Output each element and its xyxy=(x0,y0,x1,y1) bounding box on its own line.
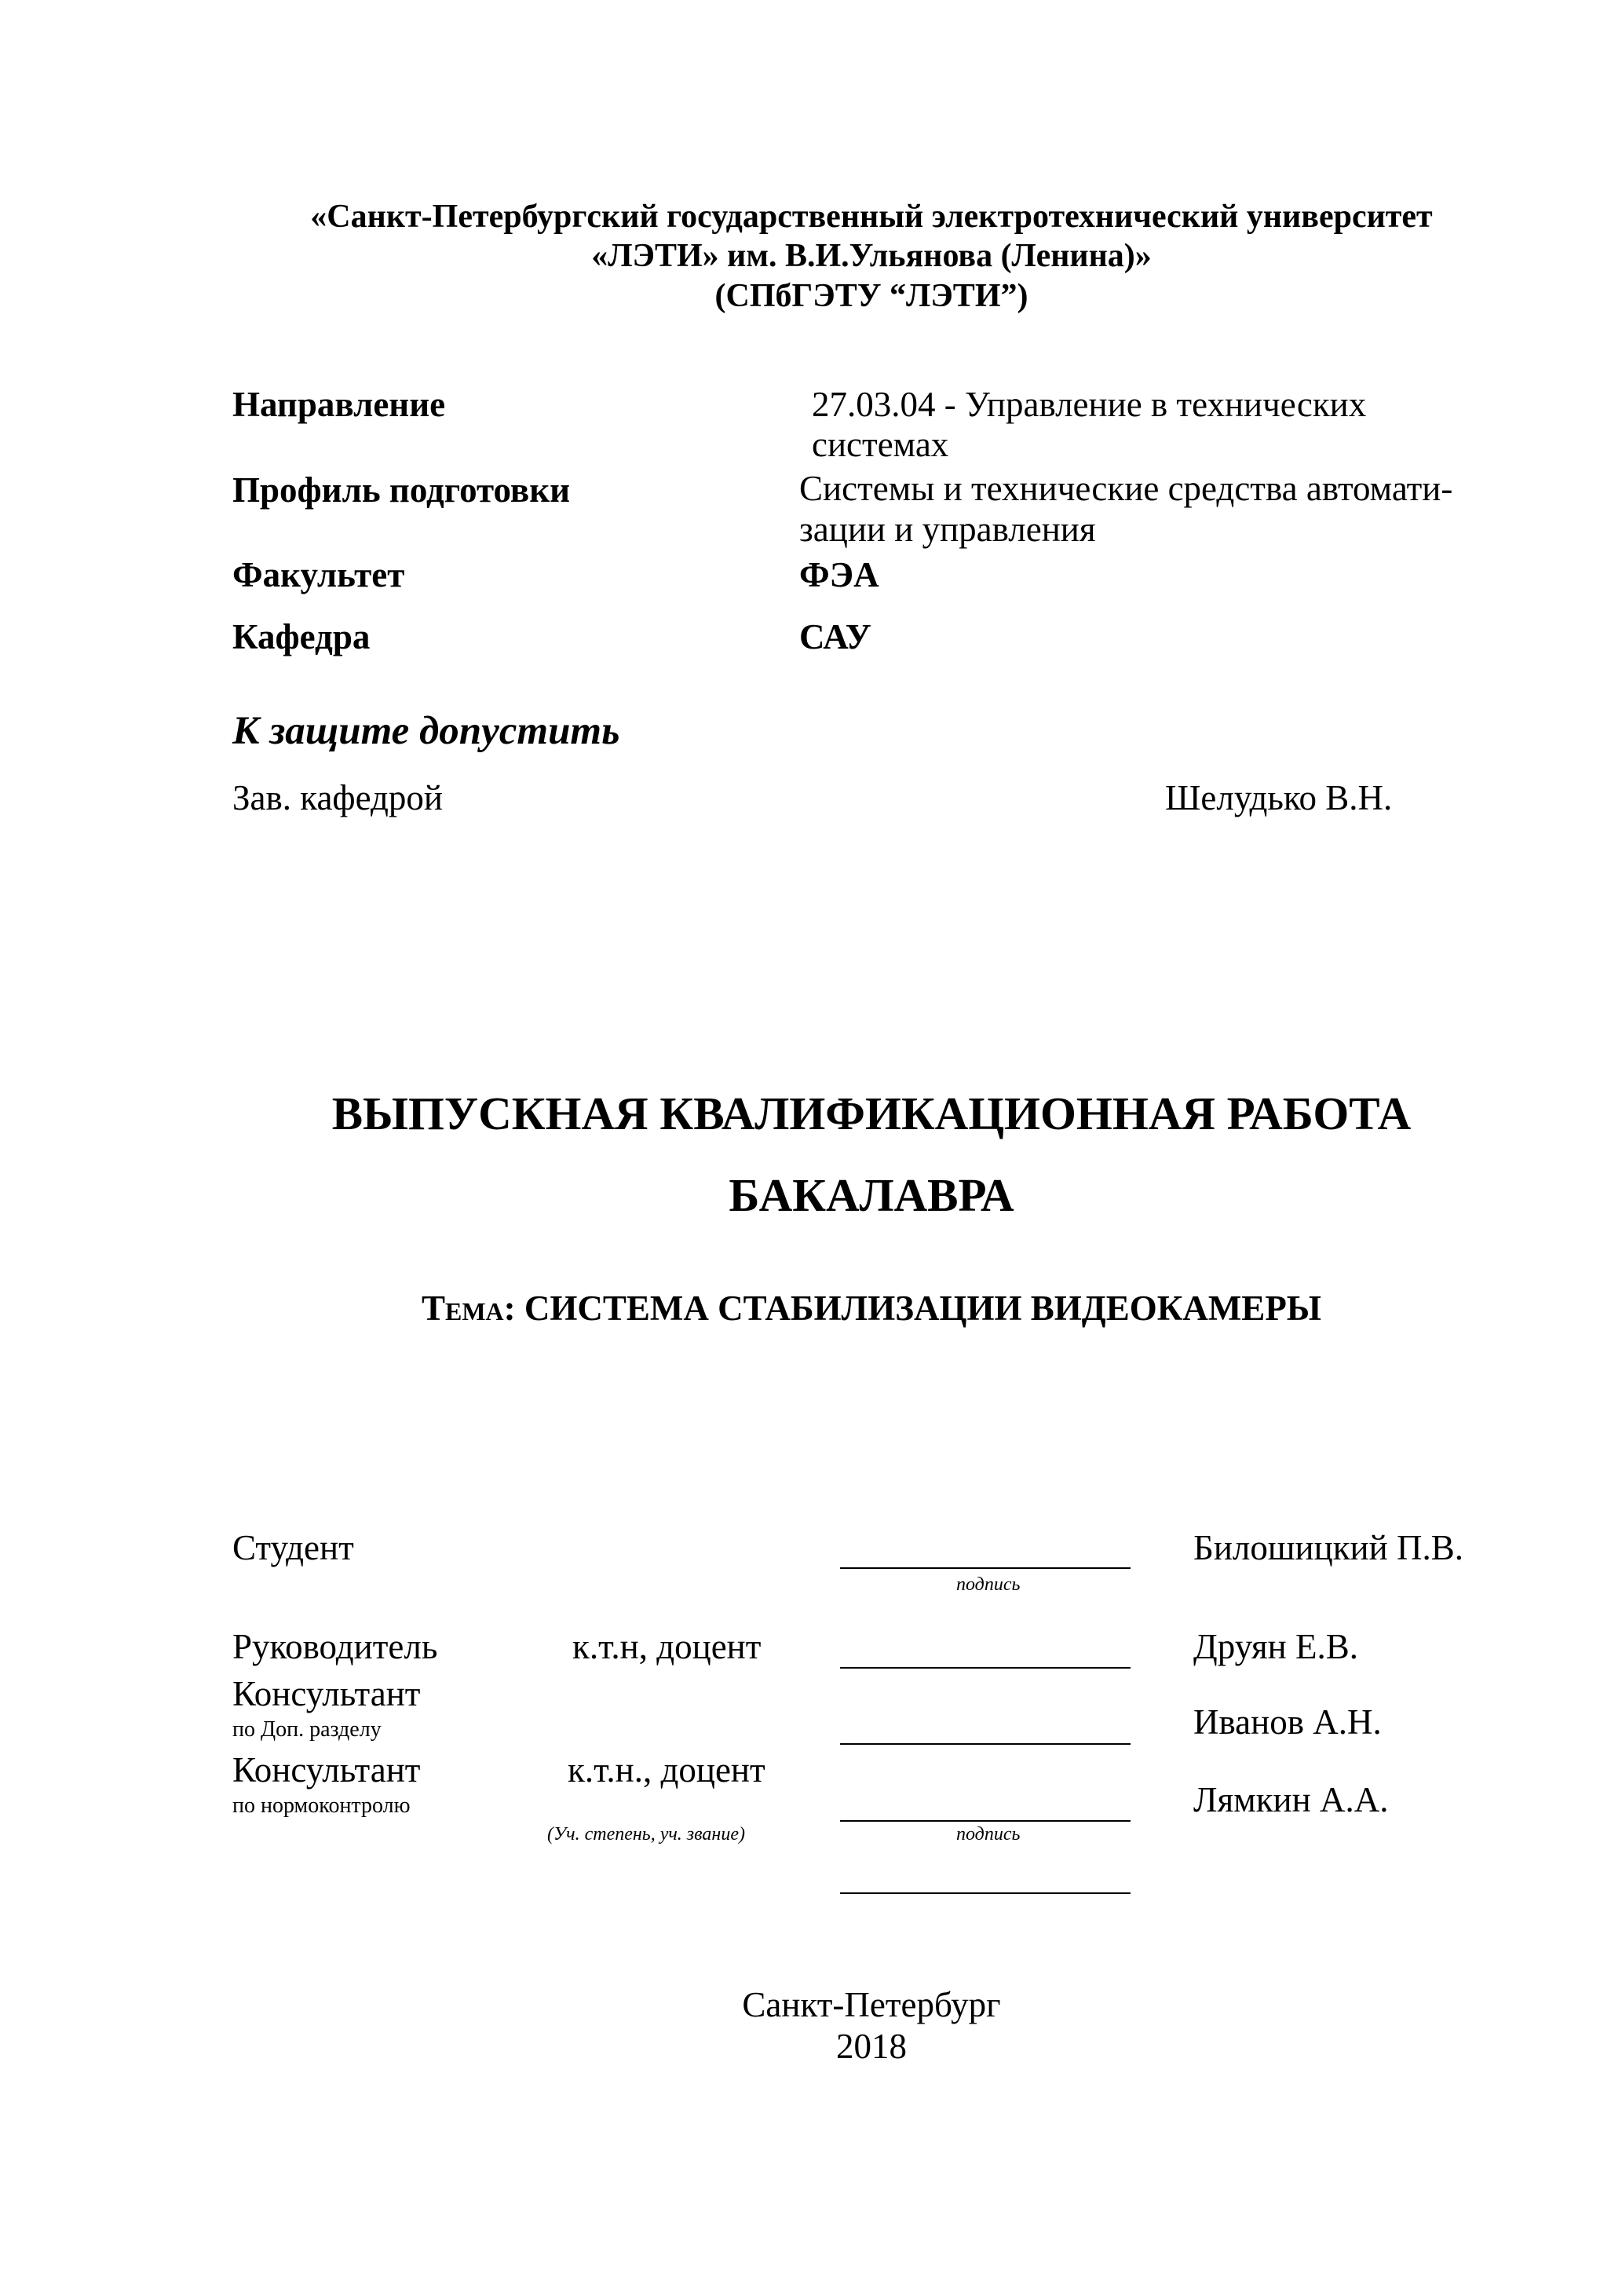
university-name-line1: «Санкт-Петербургский государственный электротехнический университет xyxy=(310,199,1433,235)
consultant2-role: Консультант xyxy=(232,1750,421,1790)
direction-value-line2: системах xyxy=(812,425,949,464)
direction-value-line1: 27.03.04 - Управление в технических xyxy=(812,385,1367,424)
supervisor-degree: к.т.н, доцент xyxy=(572,1627,762,1666)
year: 2018 xyxy=(836,2027,907,2066)
theme-label: Тема: xyxy=(422,1289,516,1328)
university-name-line2: «ЛЭТИ» им. В.И.Ульянова (Ленина)» xyxy=(591,238,1152,274)
consultant1-role: Консультант xyxy=(232,1674,421,1713)
work-title-line2: БАКАЛАВРА xyxy=(729,1169,1014,1221)
admission-heading: К защите допустить xyxy=(232,709,620,753)
consultant1-signature-line xyxy=(840,1743,1131,1745)
consultant2-signature-line xyxy=(840,1820,1131,1822)
supervisor-name: Друян Е.В. xyxy=(1193,1627,1359,1666)
profile-value-line1: Системы и технические средства автомати- xyxy=(799,469,1453,508)
student-signature-line xyxy=(840,1567,1131,1569)
student-name: Билошицкий П.В. xyxy=(1193,1528,1463,1567)
work-title-line1: ВЫПУСКНАЯ КВАЛИФИКАЦИОННАЯ РАБОТА xyxy=(331,1088,1412,1139)
consultant2-name: Лямкин А.А. xyxy=(1193,1780,1389,1819)
head-of-department-role: Зав. кафедрой xyxy=(232,778,443,817)
signature-caption: подпись xyxy=(956,1574,1021,1595)
supervisor-role: Руководитель xyxy=(232,1627,438,1666)
consultant2-degree: к.т.н., доцент xyxy=(568,1750,765,1790)
consultant1-subrole: по Доп. разделу xyxy=(232,1717,382,1742)
direction-label: Направление xyxy=(232,385,446,424)
signature-caption-2: подпись xyxy=(956,1824,1021,1844)
extra-signature-line xyxy=(840,1892,1131,1894)
consultant1-name: Иванов А.Н. xyxy=(1193,1702,1382,1742)
city: Санкт-Петербург xyxy=(742,1985,1001,2024)
department-label: Кафедра xyxy=(232,617,371,656)
consultant2-subrole: по нормоконтролю xyxy=(232,1793,411,1818)
theme-value: СИСТЕМА СТАБИЛИЗАЦИИ ВИДЕОКАМЕРЫ xyxy=(524,1289,1321,1328)
profile-label: Профиль подготовки xyxy=(232,470,571,510)
work-theme xyxy=(0,1288,1622,1329)
university-abbreviation: (СПбГЭТУ “ЛЭТИ”) xyxy=(714,278,1028,314)
student-role: Студент xyxy=(232,1528,354,1567)
department-value: САУ xyxy=(799,617,871,656)
supervisor-signature-line xyxy=(840,1667,1131,1669)
faculty-value: ФЭА xyxy=(799,555,879,594)
faculty-label: Факультет xyxy=(232,555,405,594)
head-of-department-name: Шелудько В.Н. xyxy=(1165,778,1393,817)
degree-caption: (Уч. степень, уч. звание) xyxy=(547,1824,745,1844)
profile-value-line2: зации и управления xyxy=(799,510,1096,549)
